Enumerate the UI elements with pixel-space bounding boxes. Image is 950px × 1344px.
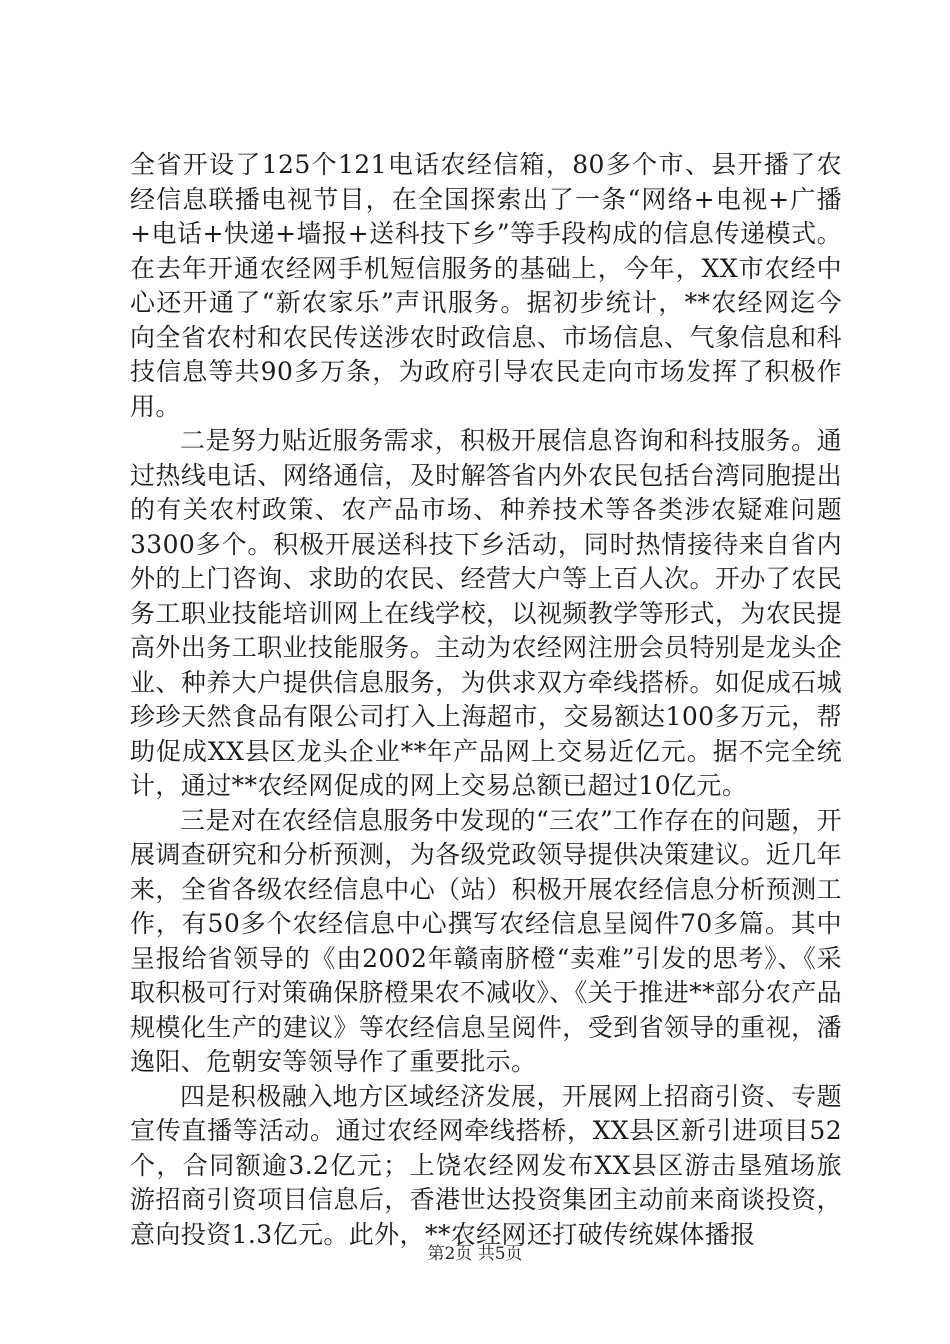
paragraph-two: 二是努力贴近服务需求，积极开展信息咨询和科技服务。通过热线电话、网络通信，及时解答省内外农民包括台湾同胞提出的有关农村政策、农产品市场、种养技术等各类涉农疑难问题3300多个。积极开展送科技下乡活动，同时热情接待来自省内外的上门咨询、求助的农民、经营大户等上百人次。开办了农民务工职业技能培训网上在线学校，以视频教学等形式，为农民提高外出务工职业技能服务。主动为农经网注册会员特别是龙头企业、种养大户提供信息服务，为供求双方牵线搭桥。如促成石城珍珍天然食品有限公司打入上海超市，交易额达100多万元，帮助促成XX县区龙头企业**年产品网上交易近亿元。据不完全统计，通过**农经网促成的网上交易总额已超过10亿元。 [130, 426, 842, 800]
document-body [130, 148, 842, 1252]
page-footer: 第2页 共5页 [427, 1244, 523, 1264]
paragraph-three: 三是对在农经信息服务中发现的“三农”工作存在的问题，开展调查研究和分析预测，为各级党政领导提供决策建议。近几年来，全省各级农经信息中心（站）积极开展农经信息分析预测工作，有50多个农经信息中心撰写农经信息呈阅件70多篇。其中呈报给省领导的《由2002年赣南脐橙“卖难”引发的思考》、《采取积极可行对策确保脐橙果农不减收》、《关于推进**部分农产品规模化生产的建议》等农经信息呈阅件，受到省领导的重视，潘逸阳、危朝安等领导作了重要批示。 [130, 805, 843, 1076]
paragraph-continuation: 全省开设了125个121电话农经信箱，80多个市、县开播了农经信息联播电视节目，在全国探索出了一条“网络+电视+广播+电话+快递+墙报+送科技下乡”等手段构成的信息传递模式。在去年开通农经网手机短信服务的基础上，今年，XX市农经中心还开通了“新农家乐”声讯服务。据初步统计，**农经网迄今向全省农村和农民传送涉农时政信息、市场信息、气象信息和科技信息等共90多万条，为政府引导农民走向市场发挥了积极作用。 [130, 150, 842, 421]
paragraph-four: 四是积极融入地方区域经济发展，开展网上招商引资、专题宣传直播等活动。通过农经网牵线搭桥，XX县区新引进项目52个，合同额逾3.2亿元；上饶农经网发布XX县区游击垦殖场旅游招商引资项目信息后，香港世达投资集团主动前来商谈投资，意向投资1.3亿元。此外，**农经网还打破传统媒体播报 [130, 1081, 842, 1249]
